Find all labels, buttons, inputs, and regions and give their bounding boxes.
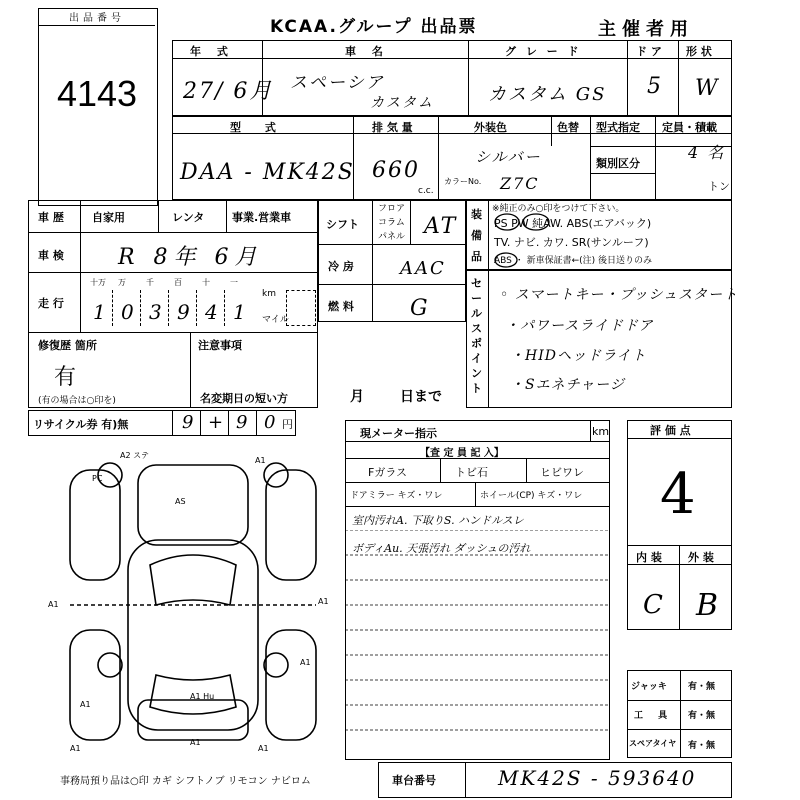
jack-yesno: 有・無: [688, 682, 716, 692]
recycle-d4: 0: [264, 412, 278, 433]
fuel-value: G: [410, 296, 430, 321]
year-value: 27/ 6月: [183, 79, 274, 104]
displacement-value: 660: [372, 158, 420, 183]
odometer-unit-3: 百: [174, 278, 182, 287]
tools-label: 工 具: [634, 711, 674, 721]
damage-mark-11: A1: [258, 744, 269, 753]
tools-yesno: 有・無: [688, 711, 716, 721]
spare-yesno: 有・無: [688, 741, 716, 751]
wheel-label: ホイール(CP) キズ・ワレ: [480, 491, 583, 501]
odometer-unit-4: 十: [202, 278, 210, 287]
mile-unit: マイル: [262, 315, 289, 325]
shift-column: コラム: [378, 218, 405, 228]
odometer-divider: [224, 290, 225, 326]
odometer-digit-4: 4: [205, 300, 220, 324]
color-value: シルバー: [475, 148, 542, 166]
equipment-circles: [490, 210, 640, 270]
equipment-line1: PS PW 純AW. ABS(エアバック): [494, 217, 652, 230]
odometer-divider: [112, 290, 113, 326]
score-label: 評 価 点: [650, 424, 691, 437]
equipment-line2: TV. ナビ. カワ. SR(サンルーフ): [494, 236, 649, 249]
grade-value: カスタム GS: [488, 84, 607, 105]
recycle-d3: 9: [236, 412, 250, 433]
mirror-label: ドアミラー キズ・ワレ: [350, 491, 443, 501]
odometer-divider: [196, 290, 197, 326]
odometer-digit-5: 1: [233, 300, 248, 324]
month-label: 月: [350, 389, 364, 405]
shift-value: AT: [424, 214, 458, 239]
odometer-unit-0: 十万: [90, 278, 106, 287]
jack-label: ジャッキ: [631, 682, 667, 692]
model-label: 型 式: [230, 121, 286, 134]
meter-label: 現メーター指示: [360, 427, 437, 440]
org-title: KCAA.グループ 出品票: [270, 17, 478, 37]
color-change-label: 色替: [557, 121, 579, 134]
cc-unit: c.c.: [418, 186, 434, 196]
fuel-label: 燃 料: [328, 300, 354, 313]
history-own: 自家用: [92, 211, 125, 224]
lot-number-box: [38, 8, 158, 206]
damage-mark-7: A1: [300, 658, 311, 667]
equipment-line3: ABS ・ 新車保証書←(注) 後日送りのみ: [494, 256, 653, 266]
sales-point-2: ・パワースライドドア: [505, 318, 654, 334]
sales-point-1: ◦ スマートキー・プッシュスタート: [500, 287, 739, 303]
odometer-digit-0: 1: [93, 300, 108, 324]
history-label: 車 歴: [38, 211, 64, 224]
class-label: 類別区分: [596, 157, 640, 170]
name-label: 車 名: [345, 45, 389, 58]
notes-label: 注意事項: [198, 339, 242, 352]
damage-mark-1: A2 ステ: [120, 451, 149, 460]
inspection-label: 車 検: [38, 249, 64, 262]
damage-mark-5: A1: [48, 600, 59, 609]
sales-point-3: ・HIDヘッドライト: [510, 348, 647, 364]
name-value-1: スペーシア: [290, 73, 385, 93]
entry-label: 【査 定 員 記 入】: [420, 448, 504, 459]
ext-color-label: 外装色: [474, 121, 507, 134]
capacity-value: 4 名: [688, 143, 726, 162]
model-value: DAA - MK42S: [180, 160, 355, 185]
damage-mark-2: PC: [92, 474, 103, 483]
ac-label: 冷 房: [328, 260, 354, 273]
repair-note: (有の場合は○印を): [38, 396, 116, 406]
day-label: 日まで: [400, 389, 442, 405]
lot-number-label: 出品番号: [39, 9, 155, 26]
odometer-digit-2: 3: [149, 300, 164, 324]
damage-mark-8: A1: [80, 700, 91, 709]
odometer-digit-3: 9: [177, 300, 192, 324]
chip-label: トビ石: [455, 466, 488, 479]
history-rental: レンタ: [172, 211, 205, 224]
interior-grade: C: [643, 590, 665, 620]
name-value-2: カスタム: [370, 95, 434, 111]
history-business: 事業.営業車: [232, 211, 292, 224]
recycle-d1: 9: [182, 412, 196, 433]
ruled-lines: [345, 530, 610, 760]
color-no-value: Z7C: [500, 174, 540, 193]
damage-mark-6: A1: [318, 597, 329, 606]
footer-items: 事務局預り品は○印 カギ シフトノブ リモコン ナビロム: [60, 776, 311, 787]
ac-value: AAC: [400, 258, 446, 279]
sales-point-4: ・Sエネチャージ: [510, 377, 625, 393]
damage-mark-10: A1: [190, 738, 201, 747]
car-damage-diagram: [40, 445, 340, 765]
inspector-note-1: 室内汚れA. 下取りS. ハンドルスレ: [352, 514, 524, 527]
shift-label: シフト: [326, 218, 359, 231]
shift-panel: パネル: [378, 232, 406, 242]
shape-label: 形 状: [686, 45, 712, 58]
damage-mark-9: A1: [70, 744, 81, 753]
capacity-label: 定員・積載: [662, 121, 717, 134]
doors-label: ド ア: [636, 45, 662, 58]
odometer-unit-5: 一: [230, 278, 238, 287]
meter-km: km: [592, 425, 610, 438]
odometer-divider: [168, 290, 169, 326]
year-label: 年 式: [190, 45, 234, 58]
exterior-grade: B: [696, 588, 721, 623]
color-no-label: カラーNo.: [444, 177, 482, 186]
inspection-value: R 8年 6月: [118, 245, 263, 270]
equipment-label: 装備品: [471, 208, 482, 263]
odometer-unit-2: 千: [146, 278, 154, 287]
mile-check-box[interactable]: [286, 290, 316, 326]
displacement-label: 排 気 量: [372, 121, 413, 134]
doors-value: 5: [647, 74, 663, 99]
km-unit: km: [262, 289, 276, 299]
lot-number: 4143: [56, 73, 138, 114]
damage-mark-12: A1 Hu: [190, 692, 215, 701]
exterior-label: 外 装: [688, 551, 714, 564]
interior-label: 内 装: [636, 551, 662, 564]
repair-label: 修復歴 箇所: [38, 339, 97, 352]
damage-mark-3: AS: [175, 497, 186, 506]
type-cert-label: 型式指定: [596, 121, 640, 134]
odometer-digit-1: 0: [121, 300, 136, 324]
damage-mark-4: A1: [255, 456, 266, 465]
equipment-note: ※純正のみ○印をつけて下さい。: [492, 204, 625, 214]
odometer-divider: [140, 290, 141, 326]
repair-value: 有: [54, 365, 77, 390]
odometer-unit-1: 万: [118, 278, 126, 287]
chassis-label: 車台番号: [392, 774, 436, 787]
inspector-note-2: ボディAu. 天張汚れ ダッシュの汚れ: [352, 542, 531, 555]
chassis-value: MK42S - 593640: [498, 766, 697, 790]
recycle-label: リサイクル券 有)無: [33, 418, 129, 431]
crack-label: ヒビワレ: [540, 466, 584, 479]
sales-points-label: セールスポイント: [471, 277, 482, 395]
name-change-label: 名変期日の短い方: [200, 392, 288, 405]
yen-unit: 円: [282, 418, 293, 431]
mileage-label: 走 行: [38, 297, 64, 310]
role-label: 主催者用: [598, 19, 694, 40]
ton-unit: トン: [708, 180, 730, 193]
grade-label: グ レ ー ド: [505, 45, 582, 58]
spare-label: スペアタイヤ: [629, 739, 677, 748]
shift-floor: フロア: [378, 204, 406, 214]
recycle-d2: +: [208, 412, 226, 433]
f-glass-label: Fガラス: [368, 466, 407, 479]
score-value: 4: [660, 462, 698, 527]
shape-value: W: [695, 76, 720, 101]
